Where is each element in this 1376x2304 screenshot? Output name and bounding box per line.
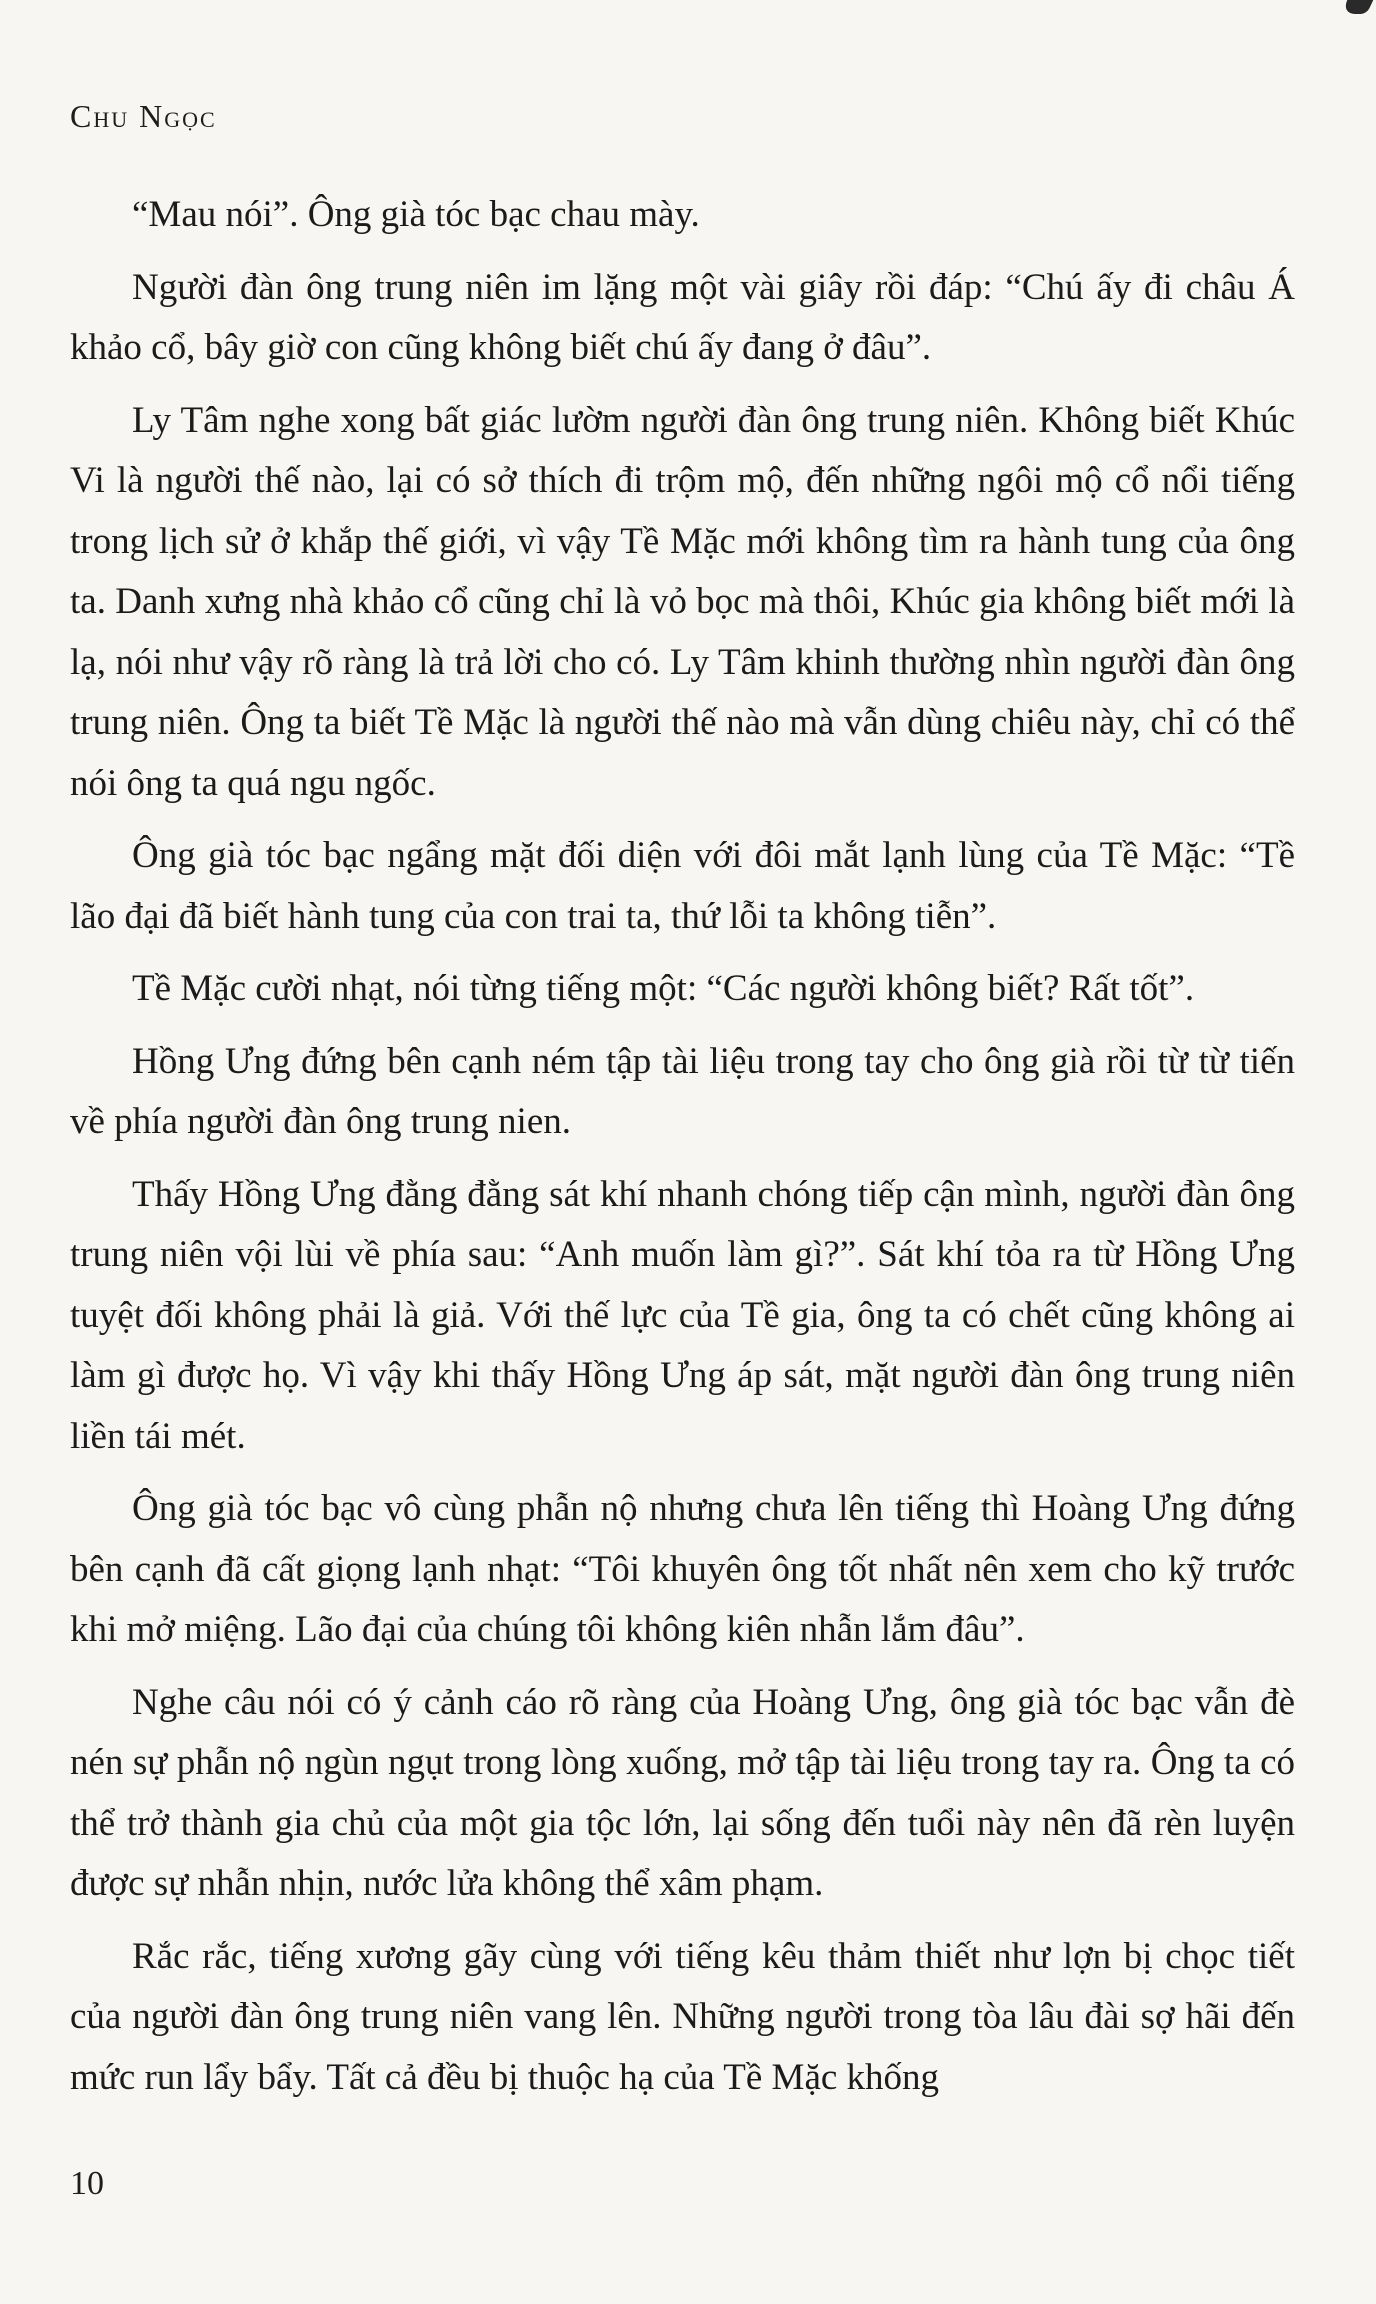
running-head: Chu Ngọc	[70, 98, 217, 134]
paragraph: Ông già tóc bạc vô cùng phẫn nộ nhưng chưa lên tiếng thì Hoàng Ưng đứng bên cạnh đã cất giọng lạnh nhạt: “Tôi khuyên ông tốt nhất nên xem cho kỹ trước khi mở miệng. Lão đại của chúng tôi không kiên nhẫn lắm đâu”.	[70, 1488, 1295, 1650]
paragraph: “Mau nói”. Ông già tóc bạc chau mày.	[132, 194, 700, 235]
page-corner-mark	[1341, 0, 1374, 14]
paragraph: Người đàn ông trung niên im lặng một vài giây rồi đáp: “Chú ấy đi châu Á khảo cổ, bây giờ con cũng không biết chú ấy đang ở đâu”.	[70, 266, 1295, 368]
paragraph: Ông già tóc bạc ngẩng mặt đối diện với đôi mắt lạnh lùng của Tề Mặc: “Tề lão đại đã biết hành tung của con trai ta, thứ lỗi ta không tiễn”.	[70, 835, 1295, 937]
paragraph: Ly Tâm nghe xong bất giác lườm người đàn ông trung niên. Không biết Khúc Vi là người thế nào, lại có sở thích đi trộm mộ, đến những ngôi mộ cổ nổi tiếng trong lịch sử ở khắp thế giới, vì vậy Tề Mặc mới không tìm ra hành tung của ông ta. Danh xưng nhà khảo cổ cũng chỉ là vỏ bọc mà thôi, Khúc gia không biết mới là lạ, nói như vậy rõ ràng là trả lời cho có. Ly Tâm khinh thường nhìn người đàn ông trung niên. Ông ta biết Tề Mặc là người thế nào mà vẫn dùng chiêu này, chỉ có thể nói ông ta quá ngu ngốc.	[70, 399, 1295, 804]
paragraph: Tề Mặc cười nhạt, nói từng tiếng một: “Các người không biết? Rất tốt”.	[132, 968, 1195, 1009]
page-number: 10	[70, 2165, 104, 2202]
paragraph: Rắc rắc, tiếng xương gãy cùng với tiếng kêu thảm thiết như lợn bị chọc tiết của người đàn ông trung niên vang lên. Những người trong tòa lâu đài sợ hãi đến mức run lẩy bẩy. Tất cả đều bị thuộc hạ của Tề Mặc khống	[70, 1935, 1295, 2098]
paragraph: Hồng Ưng đứng bên cạnh ném tập tài liệu trong tay cho ông già rồi từ từ tiến về phía người đàn ông trung nien.	[70, 1040, 1295, 1142]
paragraph: Nghe câu nói có ý cảnh cáo rõ ràng của Hoàng Ưng, ông già tóc bạc vẫn đè nén sự phẫn nộ ngùn ngụt trong lòng xuống, mở tập tài liệu trong tay ra. Ông ta có thể trở thành gia chủ của một gia tộc lớn, lại sống đến tuổi này nên đã rèn luyện được sự nhẫn nhịn, nước lửa không thể xâm phạm.	[70, 1681, 1295, 1904]
paragraph: Thấy Hồng Ưng đằng đằng sát khí nhanh chóng tiếp cận mình, người đàn ông trung niên vội lùi về phía sau: “Anh muốn làm gì?”. Sát khí tỏa ra từ Hồng Ưng tuyệt đối không phải là giả. Với thế lực của Tề gia, ông ta có chết cũng không ai làm gì được họ. Vì vậy khi thấy Hồng Ưng áp sát, mặt người đàn ông trung niên liền tái mét.	[70, 1173, 1295, 1457]
body-text	[70, 185, 1295, 2120]
